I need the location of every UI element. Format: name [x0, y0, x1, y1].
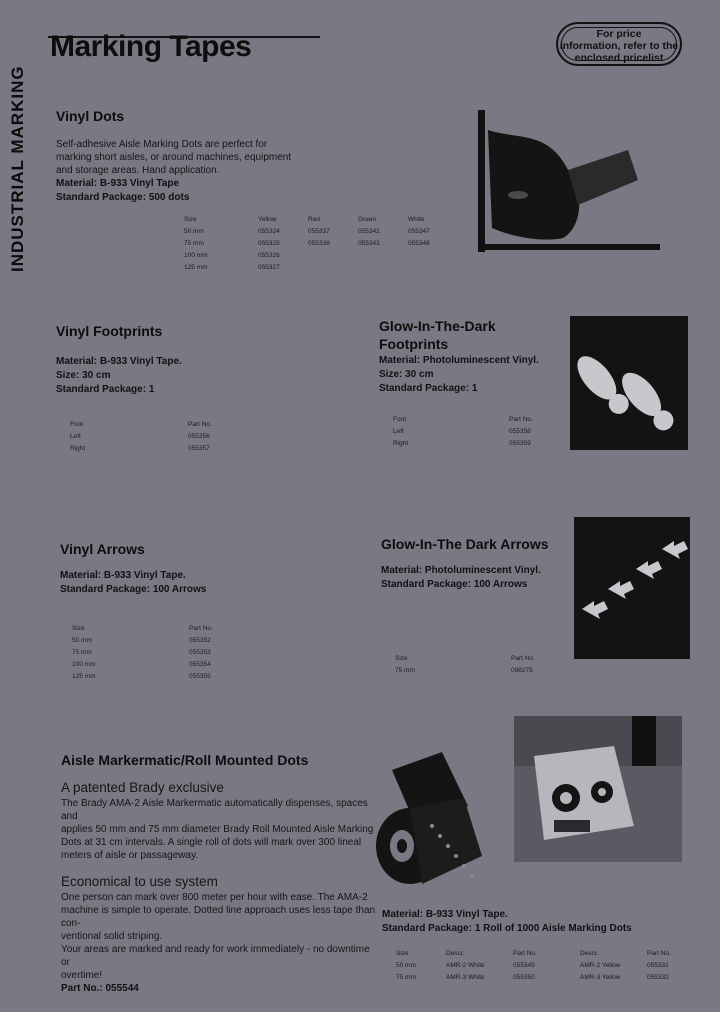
markermatic-subheading: Economical to use system [61, 874, 218, 889]
glow-arrows-package: Standard Package: 100 Arrows [381, 579, 528, 590]
machine-illustration [514, 716, 682, 862]
markermatic-material: Material: B-933 Vinyl Tape. [382, 909, 508, 920]
table-cell: 055348 [408, 239, 430, 247]
table-row [72, 658, 272, 670]
description-line: marking short aisles, or around machines, equipment [56, 152, 292, 163]
description-line: overtime! [61, 970, 103, 981]
vinyl-arrows-heading: Vinyl Arrows [60, 541, 145, 557]
table-cell: 055327 [258, 263, 280, 271]
table-header: Part No. [513, 949, 537, 957]
markermatic-description [61, 891, 381, 982]
vinyl-footprints-heading: Vinyl Footprints [56, 323, 163, 339]
table-cell: 125 mm [184, 263, 208, 271]
table-cell: 055350 [513, 973, 535, 981]
table-header: Yellow [258, 215, 277, 223]
table-row [393, 437, 563, 449]
markermatic-heading: Aisle Markermatic/Roll Mounted Dots [61, 752, 309, 768]
price-note-line: information, refer to the [559, 40, 679, 52]
markermatic-package: Standard Package: 1 Roll of 1000 Aisle Marking Dots [382, 923, 632, 934]
markermatic-description [61, 797, 381, 862]
table-cell: 055326 [258, 251, 280, 259]
table-header: Size [72, 624, 85, 632]
table-cell: 100 mm [72, 660, 96, 668]
table-header: Part No. [647, 949, 671, 957]
glow-arrows-section [381, 536, 571, 592]
table-cell: Right [393, 439, 409, 447]
table-row [184, 225, 444, 237]
table-row [72, 646, 272, 658]
table-cell: 055358 [509, 427, 531, 435]
description-line: meters of aisle or passageway. [61, 850, 199, 861]
vinyl-dots-section [56, 108, 356, 205]
glow-footprints-section [379, 318, 579, 396]
table-header: Descr. [446, 949, 465, 957]
vinyl-dots-description [56, 138, 356, 177]
vinyl-arrows-table [72, 622, 272, 682]
table-cell: 100 mm [184, 251, 208, 259]
table-row [395, 664, 565, 676]
vinyl-dots-material: Material: B-933 Vinyl Tape [56, 178, 180, 189]
glow-arrows-photo [574, 517, 690, 659]
table-header: Size [184, 215, 197, 223]
table-header-row [184, 213, 444, 225]
table-cell: Left [393, 427, 404, 435]
vinyl-footprints-material: Material: B-933 Vinyl Tape. [56, 356, 182, 367]
price-note-badge [556, 22, 682, 66]
glow-footprints-package: Standard Package: 1 [379, 383, 478, 394]
table-header: Foot [70, 420, 84, 428]
table-cell: 055356 [188, 432, 210, 440]
table-cell: 055332 [647, 973, 669, 981]
table-cell: 75 mm [396, 973, 416, 981]
markermatic-spec [382, 908, 682, 936]
side-label: INDUSTRIAL MARKING [8, 65, 27, 272]
dot-roll-illustration [372, 746, 506, 888]
table-header: Size [396, 949, 409, 957]
glow-footprints-heading: Glow-In-The-Dark [379, 318, 496, 334]
table-header: Part No. [188, 420, 212, 428]
arrow-icon [636, 561, 662, 579]
glow-arrows-material: Material: Photoluminescent Vinyl. [381, 565, 541, 576]
table-header-row [393, 413, 563, 425]
table-cell: 055347 [408, 227, 430, 235]
arrow-icon [582, 601, 608, 619]
table-cell: 50 mm [396, 961, 416, 969]
table-cell: 055342 [358, 227, 380, 235]
table-row [184, 237, 444, 249]
vinyl-arrows-material: Material: B-933 Vinyl Tape. [60, 570, 186, 581]
table-cell: 055355 [189, 672, 211, 680]
table-row [396, 959, 686, 971]
markermatic-section [61, 752, 381, 996]
vinyl-footprints-section [56, 323, 316, 397]
table-row [393, 425, 563, 437]
table-cell: 055331 [647, 961, 669, 969]
glow-footprints-table [393, 413, 563, 449]
aisle-dots-photo [478, 110, 660, 252]
description-line: Your areas are marked and ready for work immediately - no downtime or [61, 944, 370, 968]
description-line: Dots at 31 cm intervals. A single roll of dots will mark over 300 lineal [61, 837, 362, 848]
table-cell: 055337 [308, 227, 330, 235]
table-row [396, 971, 686, 983]
table-cell: 125 mm [72, 672, 96, 680]
table-header-row [395, 652, 565, 664]
price-note-line: For price [596, 28, 642, 40]
glow-footprints-photo [570, 316, 688, 450]
description-line: One person can mark over 800 meter per hour with ease. The AMA-2 [61, 892, 368, 903]
table-cell: 50 mm [72, 636, 92, 644]
glow-footprints-heading: Footprints [379, 336, 449, 352]
table-header: Part No. [511, 654, 535, 662]
vinyl-footprints-package: Standard Package: 1 [56, 384, 155, 395]
table-row [184, 249, 444, 261]
price-note-inner-border [561, 27, 677, 61]
table-cell: 055359 [509, 439, 531, 447]
table-cell: AMR-2 Yellow [580, 961, 621, 969]
table-cell: 055352 [189, 636, 211, 644]
aisle-dots-illustration [478, 110, 660, 252]
description-line: machine is simple to operate. Dotted line approach uses less tape than con- [61, 905, 376, 929]
table-cell: AMR-3 Yellow [580, 973, 621, 981]
vinyl-footprints-table [70, 418, 270, 454]
table-cell: 50 mm [184, 227, 204, 235]
table-cell: 055324 [258, 227, 280, 235]
table-cell: 055354 [189, 660, 211, 668]
table-cell: 75 mm [184, 239, 204, 247]
table-cell: 75 mm [395, 666, 415, 674]
markermatic-machine-photo [514, 716, 682, 862]
table-row [70, 442, 270, 454]
vinyl-dots-table [184, 213, 444, 273]
arrows-illustration [574, 517, 690, 659]
vinyl-dots-package: Standard Package: 500 dots [56, 192, 190, 203]
table-cell: 055325 [258, 239, 280, 247]
table-cell: 055357 [188, 444, 210, 452]
glow-footprints-material: Material: Photoluminescent Vinyl. [379, 355, 539, 366]
table-header-row [70, 418, 270, 430]
table-header-row [396, 947, 686, 959]
table-header: Part No. [189, 624, 213, 632]
table-header: Descr. [580, 949, 599, 957]
table-cell: 055343 [358, 239, 380, 247]
table-cell: Right [70, 444, 86, 452]
table-cell: 055353 [189, 648, 211, 656]
page-title: Marking Tapes [50, 30, 252, 63]
markermatic-subheading: A patented Brady exclusive [61, 780, 224, 795]
table-cell: AMR-3 White [446, 973, 485, 981]
table-header-row [72, 622, 272, 634]
dot-roll-photo [372, 746, 506, 888]
arrow-icon [608, 581, 634, 599]
table-cell: Left [70, 432, 81, 440]
vinyl-arrows-section [60, 541, 320, 597]
table-cell: 055349 [513, 961, 535, 969]
table-header: Size [395, 654, 408, 662]
glow-arrows-table [395, 652, 565, 676]
table-header: Red [308, 215, 320, 223]
table-header: Foot [393, 415, 407, 423]
table-row [70, 430, 270, 442]
description-line: The Brady AMA-2 Aisle Markermatic automatically dispenses, spaces and [61, 798, 368, 822]
markermatic-table [396, 947, 686, 983]
glow-arrows-heading: Glow-In-The Dark Arrows [381, 536, 549, 552]
table-header: White [408, 215, 425, 223]
arrow-icon [662, 541, 688, 559]
vinyl-dots-heading: Vinyl Dots [56, 108, 125, 124]
table-header: Part No. [509, 415, 533, 423]
table-header: Green [358, 215, 377, 223]
vinyl-footprints-size: Size: 30 cm [56, 370, 111, 381]
description-line: applies 50 mm and 75 mm diameter Brady Roll Mounted Aisle Marking [61, 824, 374, 835]
table-cell: 75 mm [72, 648, 92, 656]
glow-footprints-size: Size: 30 cm [379, 369, 434, 380]
description-line: ventional solid striping. [61, 931, 163, 942]
table-cell: 055338 [308, 239, 330, 247]
table-row [184, 261, 444, 273]
table-row [72, 670, 272, 682]
price-note-line: enclosed pricelist [574, 52, 664, 64]
description-line: Self-adhesive Aisle Marking Dots are perfect for [56, 139, 268, 150]
table-cell: 098275 [511, 666, 533, 674]
description-line: and storage areas. Hand application. [56, 165, 220, 176]
markermatic-part-no: Part No.: 055544 [61, 983, 139, 994]
vinyl-arrows-package: Standard Package: 100 Arrows [60, 584, 207, 595]
footprints-illustration [570, 316, 688, 450]
table-cell: AMR-2 White [446, 961, 485, 969]
table-row [72, 634, 272, 646]
